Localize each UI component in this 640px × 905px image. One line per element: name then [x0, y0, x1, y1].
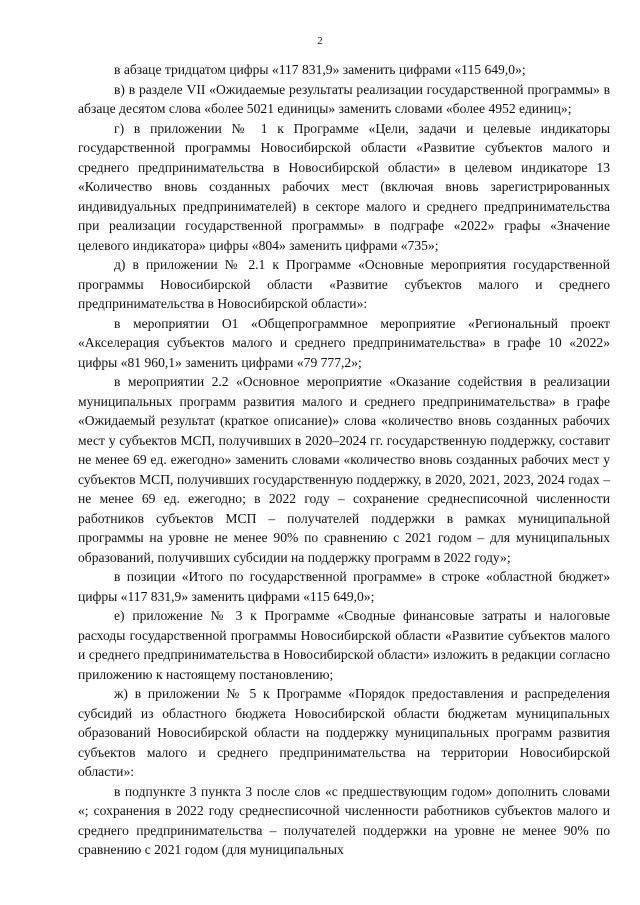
paragraph-item-g: г) в приложении № 1 к Программе «Цели, задачи и целевые индикаторы государственной программы Новосибирской области «Развитие субъектов малого и среднего предпринимательства в Новосибирской области» в целевом индикаторе 13 «Количество вновь созданных рабочих мест (включая вновь зарегистрированных индивидуальных предпринимателей) в секторе малого и среднего предпринимательства при реализации государственной программы» в подграфе «2022» графы «Значение целевого индикатора» цифры «804» заменить цифрами «735»; [78, 120, 610, 253]
paragraph-item-e: е) приложение № 3 к Программе «Сводные финансовые затраты и налоговые расходы государственной программы Новосибирской области «Развитие субъектов малого и среднего предпринимательства в Новосибирской области» изложить в редакции согласно приложению к настоящему постановлению; [78, 608, 610, 682]
page-number: 2 [317, 35, 323, 47]
paragraph-item-v: в) в разделе VII «Ожидаемые результаты реализации государственной программы» в абзаце десятом слова «более 5021 единицы» заменить словами «более 4952 единиц»; [78, 81, 610, 116]
paragraph-subpoint-3: в подпункте 3 пункта 3 после слов «с предшествующим годом» дополнить словами «; сохранения в 2022 году среднесписочной численности работников субъектов малого и среднего предпринимательства – получателей поддержки на уровне не менее 90% по сравнению с 2021 годом (для муниципальных [78, 783, 610, 857]
paragraph-activity-o1: в мероприятии O1 «Общепрограммное мероприятие «Региональный проект «Акселерация субъектов малого и среднего предпринимательства» в графе 10 «2022» цифры «81 960,1» заменить цифрами «79 777,2»; [78, 315, 610, 370]
paragraph-total-position: в позиции «Итого по государственной программе» в строке «областной бюджет» цифры «117 831,9» заменить цифрами «115 649,0»; [78, 569, 610, 604]
paragraph-item-zh: ж) в приложении № 5 к Программе «Порядок предоставления и распределения субсидий из областного бюджета Новосибирской области бюджетам муниципальных образований Новосибирской области на поддержку муниципальных программ развития субъектов малого и среднего предпринимательства на территории Новосибирской области»: [78, 686, 610, 779]
paragraph-item-d: д) в приложении № 2.1 к Программе «Основные мероприятия государственной программы Новосибирской области «Развитие субъектов малого и среднего предпринимательства в Новосибирской области»: [78, 257, 610, 311]
document-body [78, 60, 610, 860]
paragraph-replace-30th-abzac: в абзаце тридцатом цифры «117 831,9» заменить цифрами «115 649,0»; [114, 62, 526, 77]
paragraph-activity-2-2: в мероприятии 2.2 «Основное мероприятие «Оказание содействия в реализации муниципальных программ развития малого и среднего предпринимательства» в графе «Ожидаемый результат (краткое описание)» слова «количество вновь созданных рабочих мест у субъектов МСП, получивших в 2020–2024 гг. государственную поддержку, составит не менее 69 ед. ежегодно» заменить словами «количество вновь созданных рабочих мест у субъектов МСП, получивших государственную поддержку, в 2020, 2021, 2023, 2024 годах – не менее 69 ед. ежегодно; в 2022 году – сохранение среднесписочной численности работников субъектов МСП – получателей поддержки в рамках муниципальной программы на уровне не менее 90% по сравнению с 2021 годом – для муниципальных образований, получивших субсидии на поддержку программ в 2022 году»; [78, 374, 610, 565]
